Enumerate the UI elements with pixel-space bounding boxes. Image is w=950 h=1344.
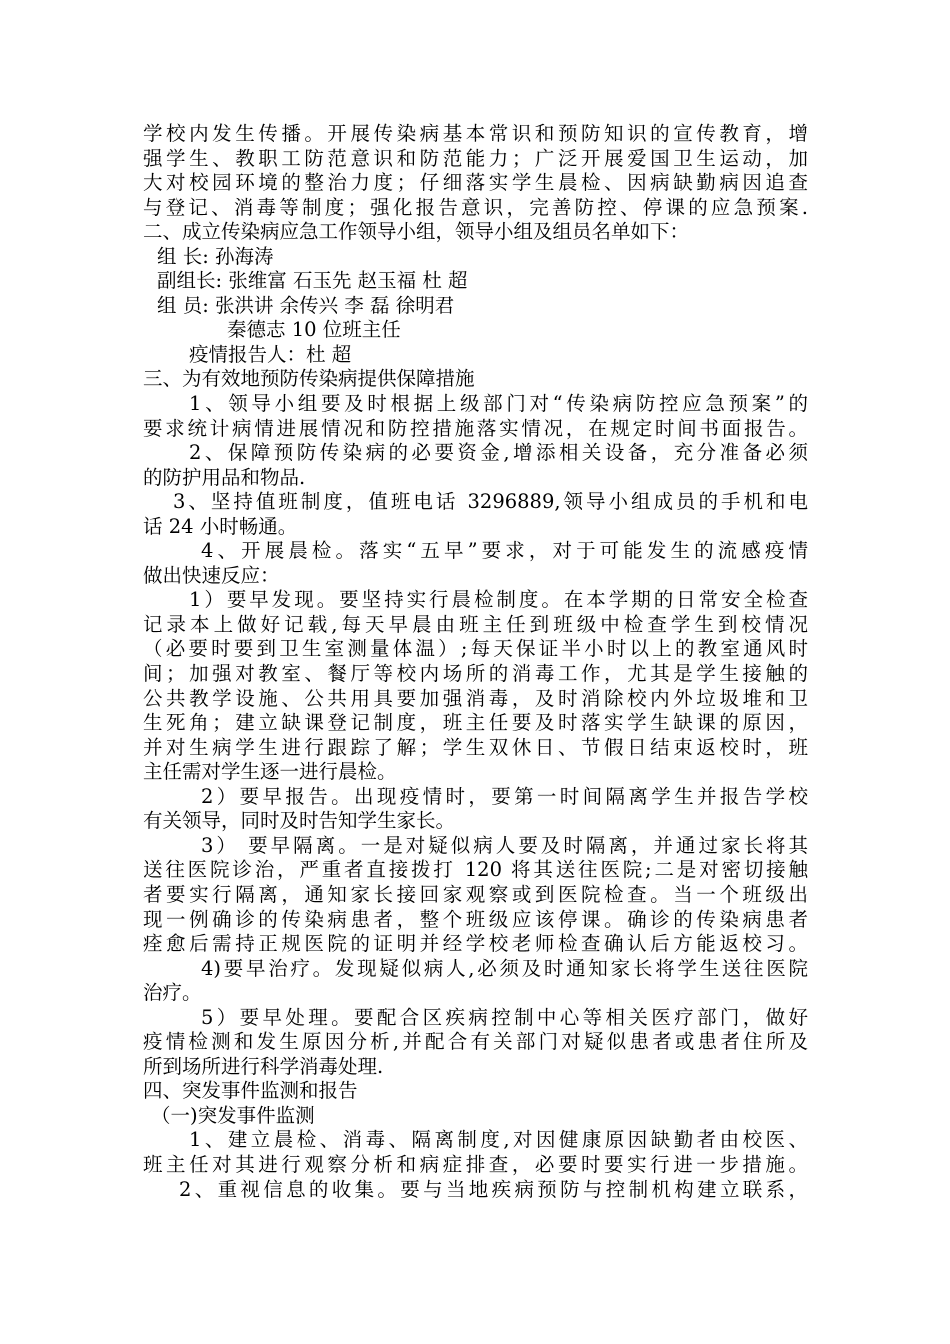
paragraph-line: 1、领导小组要及时根据上级部门对“传染病防控应急预案”的 [189,392,808,416]
paragraph-line: 间；加强对教室、餐厅等校内场所的消毒工作，尤其是学生接触的 [143,662,808,686]
member-line: 组 长: 孙海涛 [157,244,274,268]
paragraph-line: 要求统计病情进展情况和防控措施落实情况，在规定时间书面报告。 [143,416,808,440]
paragraph-line: 2）要早报告。出现疫情时，要第一时间隔离学生并报告学校 [201,784,808,808]
paragraph-line: 大对校园环境的整治力度；仔细落实学生晨检、因病缺勤病因追查 [143,171,808,195]
paragraph-line: 5）要早处理。要配合区疾病控制中心等相关医疗部门，做好 [201,1005,808,1029]
paragraph-line: 强学生、教职工防范意识和防范能力；广泛开展爱国卫生运动，加 [143,146,808,170]
paragraph-line: 话 24 小时畅通。 [143,514,298,538]
paragraph-line: 3、坚持值班制度，值班电话 3296889,领导小组成员的手机和电 [173,490,808,514]
paragraph-line: 2、重视信息的收集。要与当地疾病预防与控制机构建立联系， [179,1177,808,1201]
paragraph-line: （必要时要到卫生室测量体温）;每天保证半小时以上的教室通风时 [143,637,808,661]
paragraph-line: 所到场所进行科学消毒处理. [143,1054,384,1078]
paragraph-line: 现一例确诊的传染病患者，整个班级应该停课。确诊的传染病患者 [143,907,808,931]
paragraph-line: 3） 要早隔离。一是对疑似病人要及时隔离，并通过家长将其 [201,833,808,857]
paragraph-line: 4、开展晨检。落实“五早”要求，对于可能发生的流感疫情 [201,539,808,563]
document-page [143,122,808,1202]
paragraph-line: 者要实行隔离，通知家长接回家观察或到医院检查。当一个班级出 [143,882,808,906]
paragraph-line: 主任需对学生逐一进行晨检。 [143,760,397,784]
paragraph-line: 记录本上做好记载,每天早晨由班主任到班级中检查学生到校情况 [143,612,808,636]
paragraph-line: 公共教学设施、公共用具要加强消毒，及时消除校内外垃圾堆和卫 [143,686,808,710]
paragraph-line: 送往医院诊治，严重者直接拨打 120 将其送往医院;二是对密切接触 [143,858,808,882]
section-heading: 二、成立传染病应急工作领导小组，领导小组及组员名单如下： [143,220,690,244]
paragraph-line: 并对生病学生进行跟踪了解；学生双休日、节假日结束返校时，班 [143,735,808,759]
paragraph-line: 做出快速反应： [143,563,280,587]
paragraph-line: 1、建立晨检、消毒、隔离制度,对因健康原因缺勤者由校医、 [189,1128,808,1152]
subsection-heading: （一)突发事件监测 [151,1103,315,1127]
paragraph-line: 疫情检测和发生原因分析,并配合有关部门对疑似患者或患者住所及 [143,1030,808,1054]
paragraph-line: 1）要早发现。要坚持实行晨检制度。在本学期的日常安全检查 [189,588,808,612]
paragraph-line: 2、保障预防传染病的必要资金,增添相关设备，充分准备必须 [189,441,808,465]
paragraph-line: 有关领导，同时及时告知学生家长。 [143,809,456,833]
paragraph-line: 的防护用品和物品. [143,465,306,489]
member-line: 组 员: 张洪讲 余传兴 李 磊 徐明君 [157,293,455,317]
paragraph-line: 生死角；建立缺课登记制度，班主任要及时落实学生缺课的原因， [143,711,808,735]
member-line: 疫情报告人：杜 超 [189,342,352,366]
section-heading: 四、突发事件监测和报告 [143,1079,358,1103]
paragraph-line: 与登记、消毒等制度；强化报告意识，完善防控、停课的应急预案. [143,195,808,219]
section-heading: 三、为有效地预防传染病提供保障措施 [143,367,475,391]
paragraph-line: 4)要早治疗。发现疑似病人,必须及时通知家长将学生送往医院 [201,956,808,980]
member-line: 副组长: 张维富 石玉先 赵玉福 杜 超 [157,269,468,293]
member-line: 秦德志 10 位班主任 [227,318,401,342]
paragraph-line: 治疗。 [143,981,202,1005]
paragraph-line: 学校内发生传播。开展传染病基本常识和预防知识的宣传教育，增 [143,122,808,145]
paragraph-line: 痊愈后需持正规医院的证明并经学校老师检查确认后方能返校习。 [143,932,808,956]
paragraph-line: 班主任对其进行观察分析和病症排查，必要时要实行进一步措施。 [143,1152,808,1176]
